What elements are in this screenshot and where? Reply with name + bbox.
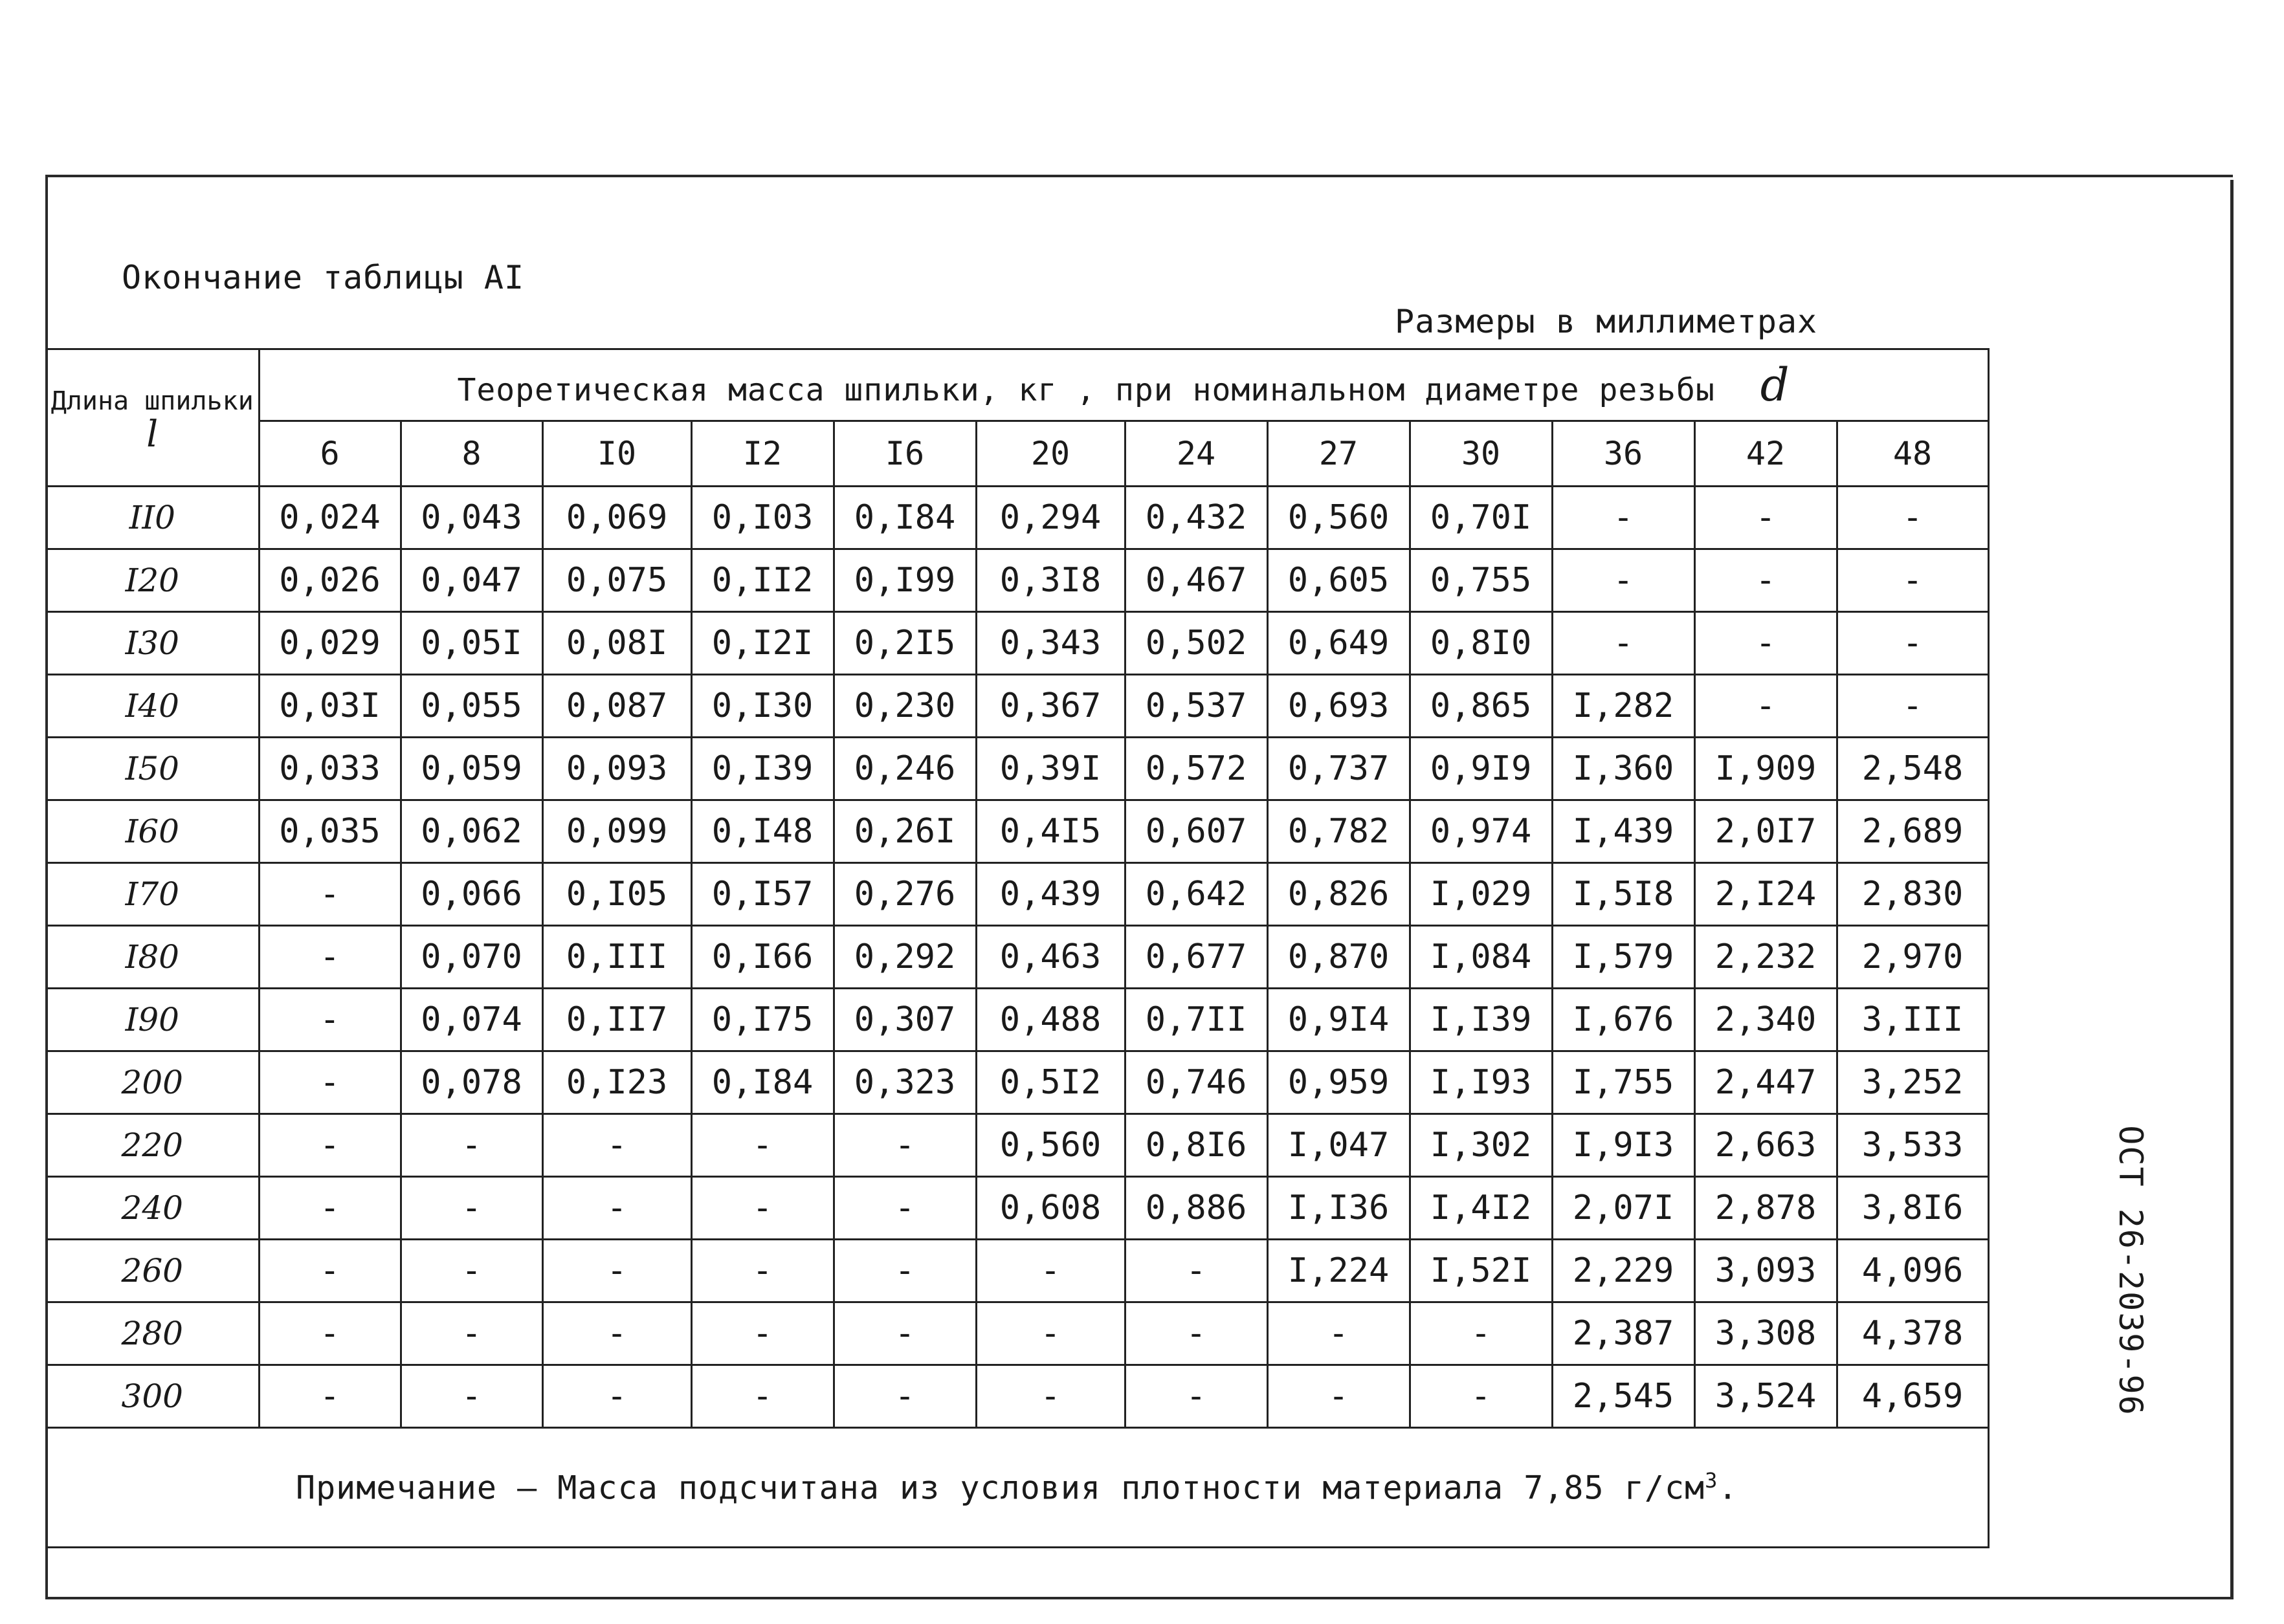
table-row <box>47 863 1988 926</box>
mass-cell: - <box>1552 549 1694 612</box>
mass-cell: 0,432 <box>1125 487 1267 549</box>
table-row <box>47 1114 1988 1177</box>
mass-cell: 2,I24 <box>1694 863 1837 926</box>
mass-cell: 0,075 <box>542 549 691 612</box>
mass-cell: - <box>259 863 401 926</box>
mass-cell: I,282 <box>1552 675 1694 738</box>
diameter-header-cell: 8 <box>401 421 542 487</box>
frame-top-border <box>45 175 2233 177</box>
mass-cell: - <box>1694 612 1837 675</box>
table-row <box>47 989 1988 1051</box>
mass-cell: - <box>834 1302 976 1365</box>
mass-cell: 0,9I9 <box>1410 738 1552 800</box>
diameter-header-cell: 20 <box>976 421 1125 487</box>
mass-cell: - <box>1410 1302 1552 1365</box>
mass-cell: 2,387 <box>1552 1302 1694 1365</box>
mass-cell: 2,229 <box>1552 1240 1694 1302</box>
mass-cell: - <box>259 1365 401 1428</box>
length-cell: I70 <box>47 863 259 926</box>
mass-span-header <box>259 349 1988 421</box>
mass-cell: 0,I2I <box>691 612 834 675</box>
mass-cell: 0,974 <box>1410 800 1552 863</box>
mass-cell: 0,463 <box>976 926 1125 989</box>
mass-cell: - <box>691 1177 834 1240</box>
mass-cell: 0,043 <box>401 487 542 549</box>
mass-cell: - <box>401 1302 542 1365</box>
mass-cell: I,I36 <box>1267 1177 1410 1240</box>
mass-cell: 0,029 <box>259 612 401 675</box>
mass-cell: 0,649 <box>1267 612 1410 675</box>
mass-cell: 2,830 <box>1837 863 1988 926</box>
mass-cell: - <box>1694 487 1837 549</box>
note-superscript: 3 <box>1705 1468 1718 1493</box>
mass-cell: 2,545 <box>1552 1365 1694 1428</box>
mass-cell: 0,488 <box>976 989 1125 1051</box>
mass-cell: 0,I66 <box>691 926 834 989</box>
mass-cell: 0,755 <box>1410 549 1552 612</box>
mass-cell: - <box>691 1302 834 1365</box>
mass-cell: 0,026 <box>259 549 401 612</box>
mass-cell: 0,099 <box>542 800 691 863</box>
table-foot <box>47 1428 1988 1548</box>
mass-cell: 0,782 <box>1267 800 1410 863</box>
diameter-header-row <box>47 421 1988 487</box>
mass-cell: 0,323 <box>834 1051 976 1114</box>
units-label: Размеры в миллиметрах <box>1395 303 1818 340</box>
mass-cell: 0,607 <box>1125 800 1267 863</box>
mass-cell: 0,087 <box>542 675 691 738</box>
mass-cell: 0,III <box>542 926 691 989</box>
mass-cell: 0,502 <box>1125 612 1267 675</box>
mass-cell: 0,292 <box>834 926 976 989</box>
mass-cell: 3,252 <box>1837 1051 1988 1114</box>
mass-cell: 0,367 <box>976 675 1125 738</box>
diameter-symbol: d <box>1760 358 1790 411</box>
mass-cell: 0,055 <box>401 675 542 738</box>
mass-cell: 0,737 <box>1267 738 1410 800</box>
table-row <box>47 738 1988 800</box>
length-cell: 260 <box>47 1240 259 1302</box>
mass-cell: I,439 <box>1552 800 1694 863</box>
mass-cell: 0,4I5 <box>976 800 1125 863</box>
mass-cell: 3,III <box>1837 989 1988 1051</box>
mass-cell: 0,39I <box>976 738 1125 800</box>
mass-cell: I,579 <box>1552 926 1694 989</box>
mass-cell: 0,I99 <box>834 549 976 612</box>
mass-cell: 2,878 <box>1694 1177 1837 1240</box>
mass-cell: 0,033 <box>259 738 401 800</box>
length-cell: 200 <box>47 1051 259 1114</box>
mass-cell: 2,232 <box>1694 926 1837 989</box>
table-row <box>47 549 1988 612</box>
table-body <box>47 487 1988 1428</box>
mass-cell: 3,093 <box>1694 1240 1837 1302</box>
mass-cell: 0,I39 <box>691 738 834 800</box>
mass-cell: 0,024 <box>259 487 401 549</box>
mass-cell: 0,078 <box>401 1051 542 1114</box>
mass-cell: 0,693 <box>1267 675 1410 738</box>
mass-cell: I,I39 <box>1410 989 1552 1051</box>
mass-cell: 0,II2 <box>691 549 834 612</box>
table-row <box>47 800 1988 863</box>
diameter-header-cell: 30 <box>1410 421 1552 487</box>
length-cell: 220 <box>47 1114 259 1177</box>
table-row <box>47 1365 1988 1428</box>
mass-cell: 0,246 <box>834 738 976 800</box>
diameter-header-cell: 36 <box>1552 421 1694 487</box>
mass-cell: 0,7II <box>1125 989 1267 1051</box>
mass-cell: I,I93 <box>1410 1051 1552 1114</box>
mass-cell: 0,959 <box>1267 1051 1410 1114</box>
length-cell: I90 <box>47 989 259 1051</box>
frame-bottom-border <box>45 1597 2234 1599</box>
mass-cell: - <box>1837 487 1988 549</box>
header-row-1 <box>47 349 1988 421</box>
length-cell: I30 <box>47 612 259 675</box>
mass-cell: - <box>542 1177 691 1240</box>
mass-cell: 0,069 <box>542 487 691 549</box>
mass-cell: 0,677 <box>1125 926 1267 989</box>
mass-cell: - <box>401 1114 542 1177</box>
mass-cell: - <box>1410 1365 1552 1428</box>
mass-cell: I,047 <box>1267 1114 1410 1177</box>
mass-cell: - <box>1837 549 1988 612</box>
mass-cell: - <box>1125 1302 1267 1365</box>
mass-cell: 0,035 <box>259 800 401 863</box>
mass-cell: 0,276 <box>834 863 976 926</box>
mass-cell: - <box>1125 1240 1267 1302</box>
mass-cell: 0,746 <box>1125 1051 1267 1114</box>
mass-cell: - <box>834 1240 976 1302</box>
length-column-header <box>47 349 259 487</box>
mass-cell: I,52I <box>1410 1240 1552 1302</box>
mass-cell: - <box>691 1114 834 1177</box>
mass-cell: - <box>1552 487 1694 549</box>
mass-cell: - <box>976 1365 1125 1428</box>
table-row <box>47 1240 1988 1302</box>
mass-cell: 2,970 <box>1837 926 1988 989</box>
mass-cell: 0,8I6 <box>1125 1114 1267 1177</box>
diameter-header-cell: I2 <box>691 421 834 487</box>
table-caption: Окончание таблицы АI <box>122 259 525 296</box>
length-symbol: l <box>146 413 159 455</box>
mass-cell: 4,659 <box>1837 1365 1988 1428</box>
mass-cell: 0,5I2 <box>976 1051 1125 1114</box>
mass-cell: 0,307 <box>834 989 976 1051</box>
mass-cell: I,755 <box>1552 1051 1694 1114</box>
mass-cell: 0,467 <box>1125 549 1267 612</box>
table-row <box>47 487 1988 549</box>
diameter-header-cell: 42 <box>1694 421 1837 487</box>
length-cell: I20 <box>47 549 259 612</box>
table-row <box>47 1051 1988 1114</box>
mass-cell: 0,230 <box>834 675 976 738</box>
mass-cell: 3,8I6 <box>1837 1177 1988 1240</box>
mass-cell: - <box>401 1177 542 1240</box>
mass-cell: 0,05I <box>401 612 542 675</box>
mass-cell: 0,093 <box>542 738 691 800</box>
mass-cell: 0,059 <box>401 738 542 800</box>
mass-cell: 2,663 <box>1694 1114 1837 1177</box>
mass-cell: - <box>976 1302 1125 1365</box>
table-row <box>47 1302 1988 1365</box>
mass-cell: 0,I84 <box>691 1051 834 1114</box>
mass-cell: - <box>542 1302 691 1365</box>
mass-cell: - <box>401 1365 542 1428</box>
diameter-header-cell: I0 <box>542 421 691 487</box>
mass-cell: 0,70I <box>1410 487 1552 549</box>
frame-right-border <box>2230 180 2234 1598</box>
mass-cell: I,909 <box>1694 738 1837 800</box>
mass-cell: - <box>259 1240 401 1302</box>
mass-cell: - <box>1267 1365 1410 1428</box>
table-head <box>47 349 1988 487</box>
mass-cell: 2,340 <box>1694 989 1837 1051</box>
mass-cell: I,9I3 <box>1552 1114 1694 1177</box>
mass-cell: - <box>259 1051 401 1114</box>
mass-cell: 0,I48 <box>691 800 834 863</box>
mass-header-label: Теоретическая масса шпильки, кг , при номинальном диаметре резьбы <box>457 372 1715 408</box>
mass-cell: 3,533 <box>1837 1114 1988 1177</box>
mass-cell: 0,642 <box>1125 863 1267 926</box>
mass-cell: 0,886 <box>1125 1177 1267 1240</box>
mass-cell: - <box>976 1240 1125 1302</box>
table-row <box>47 675 1988 738</box>
mass-cell: 0,3I8 <box>976 549 1125 612</box>
mass-cell: - <box>542 1240 691 1302</box>
length-cell: 300 <box>47 1365 259 1428</box>
mass-cell: - <box>834 1365 976 1428</box>
mass-cell: - <box>1837 612 1988 675</box>
note-row <box>47 1428 1988 1548</box>
mass-cell: 0,08I <box>542 612 691 675</box>
mass-cell: 2,689 <box>1837 800 1988 863</box>
mass-cell: I,224 <box>1267 1240 1410 1302</box>
mass-cell: 0,II7 <box>542 989 691 1051</box>
diameter-header-cell: 24 <box>1125 421 1267 487</box>
mass-cell: 0,560 <box>1267 487 1410 549</box>
length-cell: I40 <box>47 675 259 738</box>
mass-cell: 0,870 <box>1267 926 1410 989</box>
note-end: . <box>1718 1469 1738 1507</box>
mass-cell: 4,378 <box>1837 1302 1988 1365</box>
note-text: Примечание – Масса подсчитана из условия плотности материала 7,85 г/см <box>295 1469 1705 1507</box>
mass-cell: 0,I05 <box>542 863 691 926</box>
mass-cell: - <box>1267 1302 1410 1365</box>
mass-cell: - <box>691 1365 834 1428</box>
mass-cell: - <box>1694 549 1837 612</box>
length-cell: I60 <box>47 800 259 863</box>
mass-cell: - <box>259 1114 401 1177</box>
length-cell: II0 <box>47 487 259 549</box>
mass-table <box>47 348 1990 1548</box>
mass-cell: 0,074 <box>401 989 542 1051</box>
mass-cell: 0,439 <box>976 863 1125 926</box>
standard-designation: ОСТ 26-2039-96 <box>2112 1125 2149 1416</box>
mass-cell: - <box>259 1177 401 1240</box>
density-note <box>47 1428 1988 1548</box>
mass-cell: 0,537 <box>1125 675 1267 738</box>
mass-cell: - <box>1552 612 1694 675</box>
length-cell: I50 <box>47 738 259 800</box>
mass-cell: I,302 <box>1410 1114 1552 1177</box>
diameter-header-cell: 48 <box>1837 421 1988 487</box>
mass-cell: 0,I84 <box>834 487 976 549</box>
length-cell: I80 <box>47 926 259 989</box>
mass-cell: 4,096 <box>1837 1240 1988 1302</box>
mass-cell: 0,560 <box>976 1114 1125 1177</box>
mass-cell: I,360 <box>1552 738 1694 800</box>
mass-cell: 0,047 <box>401 549 542 612</box>
mass-cell: 0,066 <box>401 863 542 926</box>
mass-cell: 2,447 <box>1694 1051 1837 1114</box>
mass-cell: - <box>834 1114 976 1177</box>
mass-cell: 0,I75 <box>691 989 834 1051</box>
mass-cell: I,4I2 <box>1410 1177 1552 1240</box>
mass-cell: - <box>542 1114 691 1177</box>
mass-cell: 0,826 <box>1267 863 1410 926</box>
mass-cell: 2,0I7 <box>1694 800 1837 863</box>
mass-cell: - <box>542 1365 691 1428</box>
mass-cell: I,084 <box>1410 926 1552 989</box>
mass-cell: 0,572 <box>1125 738 1267 800</box>
mass-cell: 0,I23 <box>542 1051 691 1114</box>
mass-cell: I,676 <box>1552 989 1694 1051</box>
mass-cell: I,029 <box>1410 863 1552 926</box>
table-row <box>47 926 1988 989</box>
mass-cell: 3,524 <box>1694 1365 1837 1428</box>
diameter-header-cell: I6 <box>834 421 976 487</box>
diameter-header-cell: 6 <box>259 421 401 487</box>
length-cell: 240 <box>47 1177 259 1240</box>
mass-cell: 0,I03 <box>691 487 834 549</box>
mass-cell: 0,26I <box>834 800 976 863</box>
mass-cell: - <box>259 989 401 1051</box>
mass-cell: - <box>259 926 401 989</box>
mass-cell: - <box>259 1302 401 1365</box>
mass-cell: 2,548 <box>1837 738 1988 800</box>
mass-cell: 3,308 <box>1694 1302 1837 1365</box>
mass-cell: 0,I30 <box>691 675 834 738</box>
mass-cell: - <box>401 1240 542 1302</box>
mass-cell: 2,07I <box>1552 1177 1694 1240</box>
mass-cell: 0,062 <box>401 800 542 863</box>
mass-cell: - <box>1125 1365 1267 1428</box>
mass-cell: - <box>691 1240 834 1302</box>
table-row <box>47 1177 1988 1240</box>
table-row <box>47 612 1988 675</box>
mass-cell: - <box>1837 675 1988 738</box>
length-header-label: Длина шпильки <box>50 386 254 416</box>
mass-cell: - <box>834 1177 976 1240</box>
length-cell: 280 <box>47 1302 259 1365</box>
mass-cell: 0,9I4 <box>1267 989 1410 1051</box>
mass-cell: 0,865 <box>1410 675 1552 738</box>
mass-cell: I,5I8 <box>1552 863 1694 926</box>
diameter-header-cell: 27 <box>1267 421 1410 487</box>
mass-cell: 0,8I0 <box>1410 612 1552 675</box>
mass-cell: 0,605 <box>1267 549 1410 612</box>
mass-cell: 0,608 <box>976 1177 1125 1240</box>
mass-cell: 0,343 <box>976 612 1125 675</box>
mass-cell: 0,03I <box>259 675 401 738</box>
mass-cell: 0,2I5 <box>834 612 976 675</box>
mass-cell: 0,I57 <box>691 863 834 926</box>
mass-cell: 0,070 <box>401 926 542 989</box>
mass-cell: - <box>1694 675 1837 738</box>
mass-cell: 0,294 <box>976 487 1125 549</box>
